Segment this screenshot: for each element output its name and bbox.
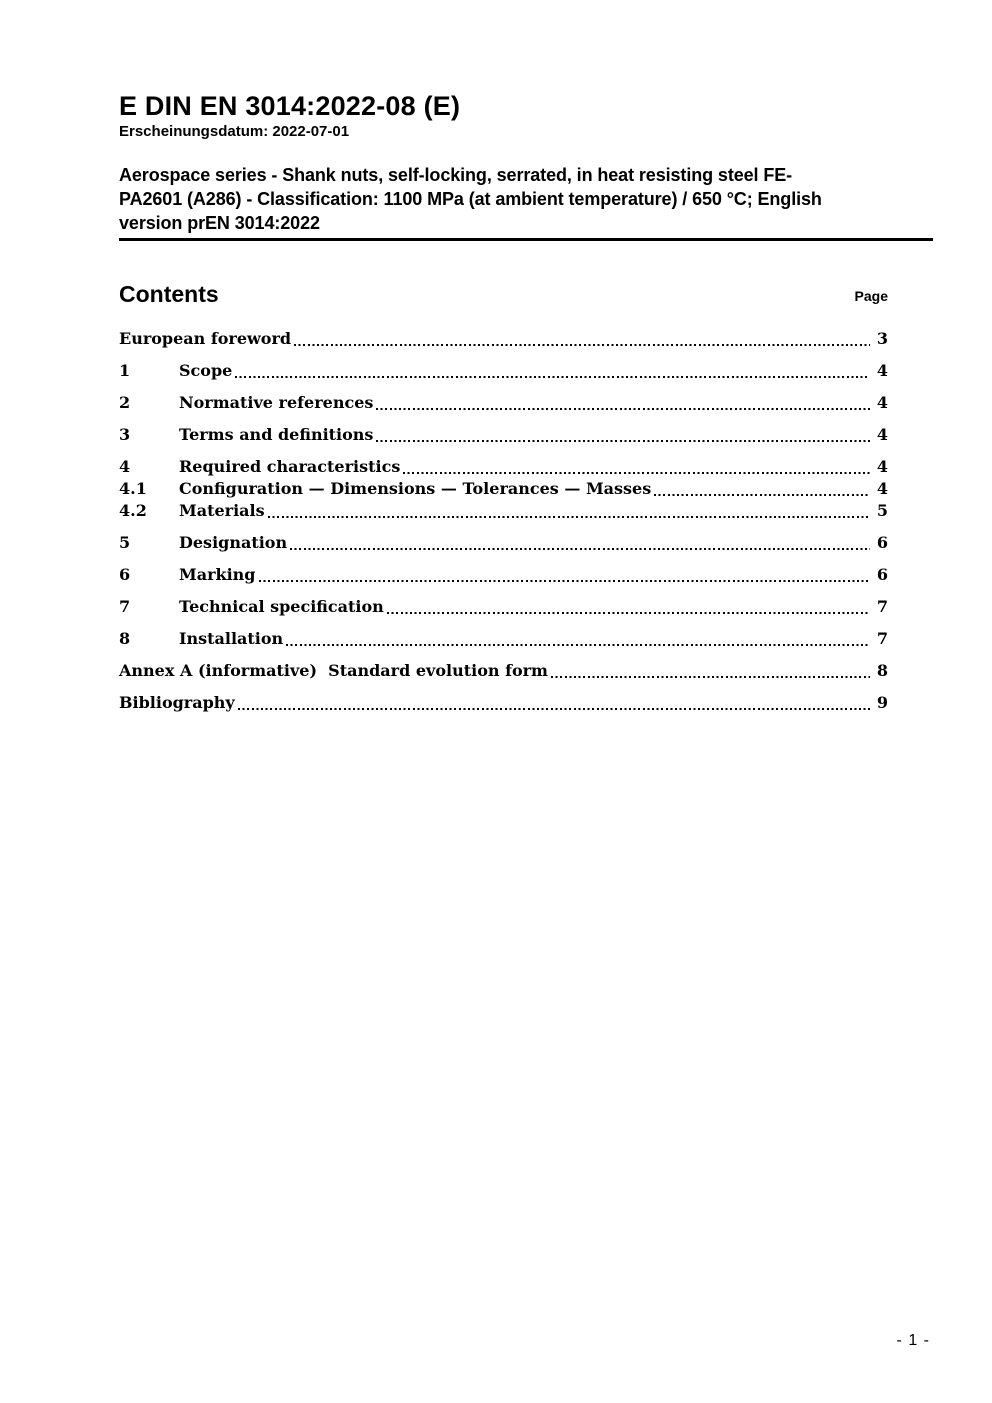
document-title-line-3: version prEN 3014:2022 <box>119 213 320 233</box>
toc-entry-number: 6 <box>119 565 131 584</box>
toc-entry-number: 4 <box>119 457 131 476</box>
dot-leader <box>551 676 870 679</box>
toc-entry-page: 6 <box>876 565 888 584</box>
toc-entry <box>119 478 888 499</box>
toc-entry <box>119 424 888 445</box>
dot-leader <box>387 612 870 615</box>
toc-entry-label: Required characteristics <box>179 457 401 476</box>
toc-entry-number: 8 <box>119 629 131 648</box>
dot-leader <box>235 376 870 379</box>
toc-entry-page: 7 <box>876 597 888 616</box>
dot-leader <box>259 580 871 583</box>
dot-leader <box>403 472 870 475</box>
toc-entry-page: 4 <box>876 425 888 444</box>
toc-entry <box>119 360 888 381</box>
document-number-heading: E DIN EN 3014:2022-08 (E) <box>119 91 461 121</box>
toc-entry-label: Bibliography <box>119 693 235 712</box>
toc-entry-label: Annex A (informative) Standard evolution form <box>119 661 548 680</box>
toc-entry-label: Scope <box>179 361 233 380</box>
document-title <box>119 163 914 235</box>
page-content <box>119 0 933 713</box>
dot-leader <box>376 408 870 411</box>
toc-entry-label: Technical specification <box>179 597 384 616</box>
toc-entry-page: 5 <box>876 501 888 520</box>
toc-entry-number: 7 <box>119 597 131 616</box>
toc-entry-page: 4 <box>876 479 888 498</box>
toc-entry-number: 3 <box>119 425 131 444</box>
dot-leader <box>654 494 870 497</box>
page-column-label: Page <box>854 288 888 304</box>
toc-entry <box>119 596 888 617</box>
dot-leader <box>294 344 870 347</box>
toc-entry-page: 8 <box>876 661 888 680</box>
toc-entry-page: 4 <box>876 393 888 412</box>
toc-entry <box>119 532 888 553</box>
toc-entry <box>119 564 888 585</box>
toc-entry <box>119 628 888 649</box>
toc-entry-label: Marking <box>179 565 256 584</box>
toc-entry-page: 4 <box>876 361 888 380</box>
toc-entry-page: 7 <box>876 629 888 648</box>
toc-entry-label: European foreword <box>119 329 292 348</box>
dot-leader <box>376 440 870 443</box>
toc-entry-page: 6 <box>876 533 888 552</box>
dot-leader <box>290 548 870 551</box>
publication-date: Erscheinungsdatum: 2022-07-01 <box>119 123 350 140</box>
toc-entry-label: Materials <box>179 501 265 520</box>
toc-entry-page: 3 <box>876 329 888 348</box>
toc-entry-page: 9 <box>876 693 888 712</box>
toc-entry-number: 4.2 <box>119 501 147 520</box>
page-number-footer: - 1 - <box>896 1332 930 1349</box>
contents-header-row <box>119 280 888 308</box>
toc-entry-label: Installation <box>179 629 284 648</box>
toc-entry <box>119 328 888 349</box>
toc-entry <box>119 660 888 681</box>
contents-heading: Contents <box>119 281 219 307</box>
toc-entry-label: Designation <box>179 533 288 552</box>
toc-entry-label: Normative references <box>179 393 374 412</box>
toc-entry <box>119 692 888 713</box>
toc-entry-page: 4 <box>876 457 888 476</box>
toc-entry <box>119 500 888 521</box>
toc-entry-number: 4.1 <box>119 479 147 498</box>
dot-leader <box>286 644 870 647</box>
toc-entry-number: 5 <box>119 533 131 552</box>
toc-entry-number: 2 <box>119 393 131 412</box>
document-title-line-2: PA2601 (A286) - Classification: 1100 MPa (at ambient temperature) / 650 °C; English <box>119 189 822 209</box>
toc-entry-label: Terms and definitions <box>179 425 374 444</box>
dot-leader <box>268 516 870 519</box>
title-divider-rule <box>119 238 933 241</box>
toc-entry <box>119 456 888 477</box>
toc-entry-number: 1 <box>119 361 131 380</box>
document-title-line-1: Aerospace series - Shank nuts, self-locking, serrated, in heat resisting steel FE- <box>119 165 793 185</box>
table-of-contents <box>119 328 888 713</box>
toc-entry <box>119 392 888 413</box>
dot-leader <box>238 708 870 711</box>
toc-entry-label: Configuration — Dimensions — Tolerances — Masses <box>179 479 652 498</box>
